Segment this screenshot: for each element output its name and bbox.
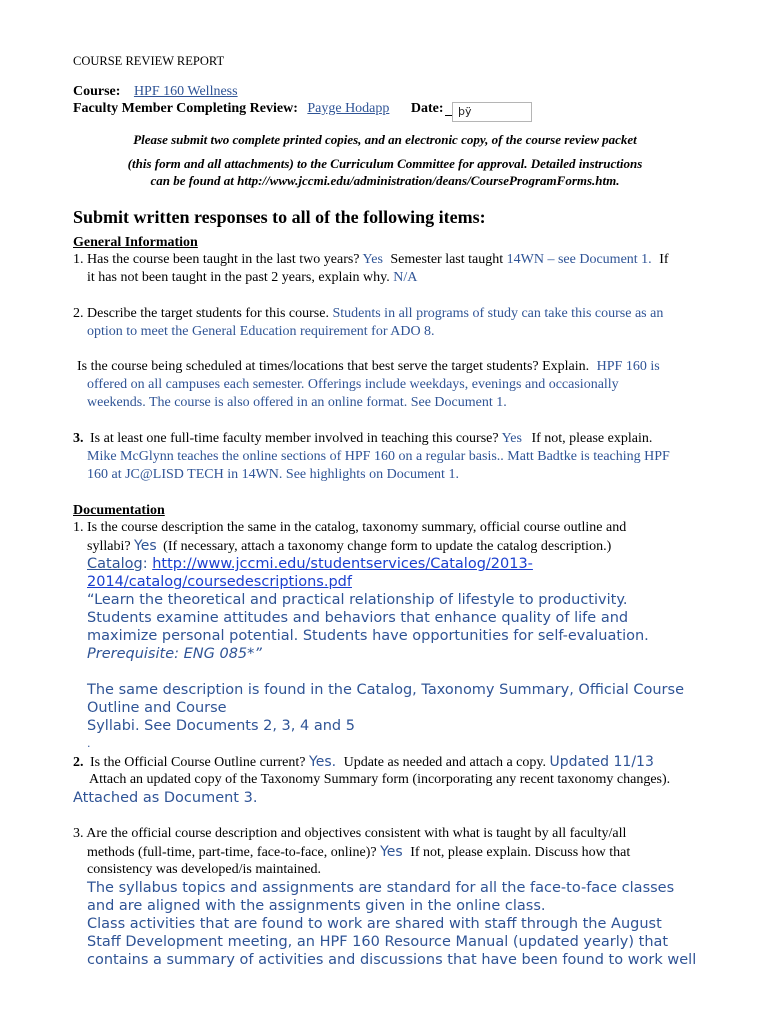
general-q1-text: 1. Has the course been taught in the last two years? [73,252,360,267]
doc-q2-answer-yes: Yes. [309,754,337,770]
doc-q1-line2 [87,537,611,556]
general-q3-text: Is at least one full-time faculty member involved in teaching this course? [90,431,499,446]
general-q3-explain-label: If not, please explain. [531,431,653,446]
general-q2-answer-2: option to meet the General Education requirement for ADO 8. [87,324,435,339]
general-info-heading: General Information [73,235,198,250]
general-q2b-answer-1: HPF 160 is [596,359,660,374]
date-field[interactable]: þÿ [452,102,532,122]
doc-q3-explain-note: If not, please explain. Discuss how that [410,845,631,860]
doc-q2-text: Is the Official Course Outline current? [90,755,306,770]
doc-q3-answer-4: Staff Development meeting, an HPF 160 Resource Manual (updated yearly) that [87,934,669,950]
doc-q3-answer-5: contains a summary of activities and discussions that have been found to work well [87,952,697,968]
main-heading: Submit written responses to all of the following items: [73,207,486,227]
doc-q2-line1 [73,753,654,772]
doc-q3-line2 [87,843,630,862]
general-q2b-answer-2: offered on all campuses each semester. Offerings include weekdays, evenings and occasionally [87,377,619,392]
doc-q3-answer-1: The syllabus topics and assignments are standard for all the face-to-face classes [87,880,675,896]
catalog-quote-line-4: Prerequisite: ENG 085*” [87,646,262,662]
general-q1-if: If [659,252,669,267]
instructions-line-2: (this form and all attachments) to the Curriculum Committee for approval. Detailed instructions [127,156,643,171]
doc-q3-methods-text: methods (full-time, part-time, face-to-face, online)? [87,845,377,860]
same-description-dot: . [87,737,91,750]
same-description-line-1: The same description is found in the Catalog, Taxonomy Summary, Official Course [87,682,684,698]
instructions-line-1: Please submit two complete printed copies, and an electronic copy, of the course review packet [133,132,637,147]
report-title: COURSE REVIEW REPORT [73,54,225,68]
general-q2b-text: Is the course being scheduled at times/locations that best serve the target students? Explain. [77,359,590,374]
general-q1-semester-label: Semester last taught [390,252,504,267]
doc-q1-syllabi-text: syllabi? [87,539,131,554]
general-q3-answer-1: Mike McGlynn teaches the online sections of HPF 160 on a regular basis.. Matt Badtke is teaching HPF [87,449,670,464]
general-q1-semester-answer: 14WN – see Document 1. [506,252,652,267]
catalog-link-part-1[interactable]: http://www.jccmi.edu/studentservices/Catalog/2013- [152,556,533,572]
doc-q2-line2: Attach an updated copy of the Taxonomy Summary form (incorporating any recent taxonomy changes). [89,772,671,787]
doc-q2-attached-answer: Attached as Document 3. [73,790,258,806]
catalog-line-1 [87,555,533,573]
general-q3-number: 3. [73,431,84,446]
course-label: Course: [73,84,121,99]
catalog-colon: : [142,556,148,572]
instructions-line-3: can be found at http://www.jccmi.edu/administration/deans/CourseProgramForms.htm. [150,173,620,188]
doc-q1-attach-note: (If necessary, attach a taxonomy change form to update the catalog description.) [163,539,612,554]
doc-q2-update-note: Update as needed and attach a copy. [343,755,546,770]
general-q2-line1 [73,305,663,323]
faculty-label: Faculty Member Completing Review: [73,101,298,116]
faculty-value: Payge Hodapp [307,101,390,116]
catalog-quote-line-3: maximize personal potential. Students have opportunities for self-evaluation. [87,628,649,644]
same-description-line-3: Syllabi. See Documents 2, 3, 4 and 5 [87,718,355,734]
catalog-quote-line-1: “Learn the theoretical and practical relationship of lifestyle to productivity. [87,592,628,608]
general-q2b-line1 [77,358,660,376]
general-q3-answer-yes: Yes [501,431,522,446]
documentation-heading: Documentation [73,503,165,518]
general-q3-answer-2: 160 at JC@LISD TECH in 14WN. See highlights on Document 1. [87,467,459,482]
catalog-quote-line-2: Students examine attitudes and behaviors that enhance quality of life and [87,610,629,626]
general-q1-answer-yes: Yes [362,252,383,267]
doc-q3-line1: 3. Are the official course description and objectives consistent with what is taught by all faculty/all [73,826,627,841]
general-q1-explain-text: it has not been taught in the past 2 years, explain why. [87,270,390,285]
general-q1-line1 [73,251,669,269]
course-row [73,83,238,101]
general-q2-answer-1: Students in all programs of study can take this course as an [332,306,664,321]
doc-q2-number: 2. [73,755,84,770]
doc-q1-answer-yes: Yes [134,538,157,554]
doc-q3-line3: consistency was developed/is maintained. [87,862,322,877]
doc-q3-answer-2: and are aligned with the assignments given in the online class. [87,898,546,914]
catalog-label: Catalog [87,556,143,572]
course-value: HPF 160 Wellness [133,84,238,99]
date-label: Date: [410,101,444,116]
faculty-row [73,100,444,118]
doc-q3-answer-yes: Yes [380,844,403,860]
catalog-line-2 [87,573,352,591]
general-q2-text: 2. Describe the target students for this course. [73,306,329,321]
general-q3-line1 [73,430,652,448]
doc-q2-updated-answer: Updated 11/13 [549,754,654,770]
catalog-link-part-2[interactable]: 2014/catalog/coursedescriptions.pdf [87,574,352,590]
doc-q3-answer-3: Class activities that are found to work are shared with staff through the August [87,916,662,932]
doc-q1-line1: 1. Is the course description the same in the catalog, taxonomy summary, official course outline and [73,520,627,535]
same-description-line-2: Outline and Course [87,700,227,716]
general-q1-line2 [87,269,417,287]
general-q1-explain-answer: N/A [393,270,418,285]
general-q2b-answer-3: weekends. The course is also offered in an online format. See Document 1. [87,395,507,410]
